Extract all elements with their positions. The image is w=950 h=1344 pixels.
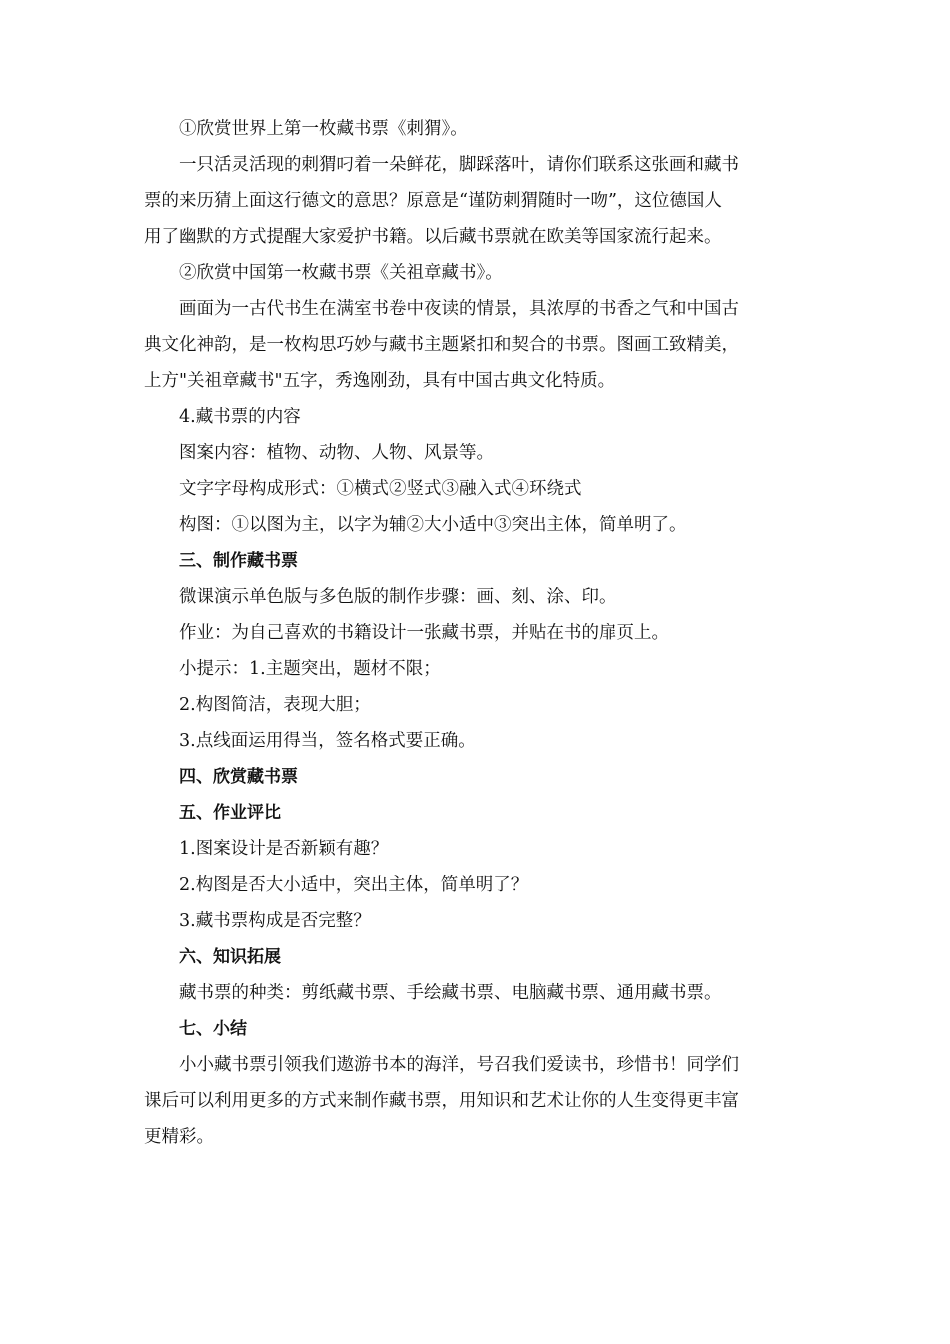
paragraph-line: 2.构图简洁，表现大胆； xyxy=(179,695,371,715)
paragraph-line: 更精彩。 xyxy=(144,1127,214,1147)
paragraph-line: 构图：①以图为主，以字为辅②大小适中③突出主体，简单明了。 xyxy=(179,515,687,535)
section-heading: 六、知识拓展 xyxy=(179,947,281,967)
paragraph-line: 小小藏书票引领我们遨游书本的海洋，号召我们爱读书，珍惜书！同学们 xyxy=(179,1055,739,1075)
paragraph-line: 微课演示单色版与多色版的制作步骤：画、刻、涂、印。 xyxy=(179,587,617,607)
paragraph-line: 典文化神韵，是一枚构思巧妙与藏书主题紧扣和契合的书票。图画工致精美， xyxy=(144,335,739,355)
paragraph-line: 票的来历猜上面这行德文的意思？原意是“谨防刺猬随时一吻”，这位德国人 xyxy=(144,191,722,211)
paragraph-line: 1.图案设计是否新颖有趣？ xyxy=(179,839,389,859)
section-heading: 三、制作藏书票 xyxy=(179,551,298,571)
paragraph-line: 3.藏书票构成是否完整？ xyxy=(179,911,371,931)
paragraph-line: 4.藏书票的内容 xyxy=(179,407,301,427)
paragraph-line: 上方"关祖章藏书"五字，秀逸刚劲，具有中国古典文化特质。 xyxy=(144,371,616,391)
paragraph-line: 小提示：1.主题突出，题材不限； xyxy=(179,659,441,679)
paragraph-line: 用了幽默的方式提醒大家爱护书籍。以后藏书票就在欧美等国家流行起来。 xyxy=(144,227,722,247)
paragraph-line: 3.点线面运用得当，签名格式要正确。 xyxy=(179,731,476,751)
paragraph-line: 文字字母构成形式：①横式②竖式③融入式④环绕式 xyxy=(179,479,582,499)
paragraph-line: 课后可以利用更多的方式来制作藏书票，用知识和艺术让你的人生变得更丰富 xyxy=(144,1091,739,1111)
paragraph-line: ①欣赏世界上第一枚藏书票《刺猬》。 xyxy=(179,119,468,139)
section-heading: 五、作业评比 xyxy=(179,803,281,823)
paragraph-line: 一只活灵活现的刺猬叼着一朵鲜花，脚踩落叶，请你们联系这张画和藏书 xyxy=(179,155,739,175)
paragraph-line: 作业：为自己喜欢的书籍设计一张藏书票，并贴在书的扉页上。 xyxy=(179,623,669,643)
section-heading: 七、小结 xyxy=(179,1019,247,1039)
paragraph-line: 画面为一古代书生在满室书卷中夜读的情景，具浓厚的书香之气和中国古 xyxy=(179,299,739,319)
paragraph-line: 2.构图是否大小适中，突出主体，简单明了？ xyxy=(179,875,529,895)
section-heading: 四、欣赏藏书票 xyxy=(179,767,298,787)
paragraph-line: 藏书票的种类：剪纸藏书票、手绘藏书票、电脑藏书票、通用藏书票。 xyxy=(179,983,722,1003)
paragraph-line: 图案内容：植物、动物、人物、风景等。 xyxy=(179,443,494,463)
paragraph-line: ②欣赏中国第一枚藏书票《关祖章藏书》。 xyxy=(179,263,503,283)
